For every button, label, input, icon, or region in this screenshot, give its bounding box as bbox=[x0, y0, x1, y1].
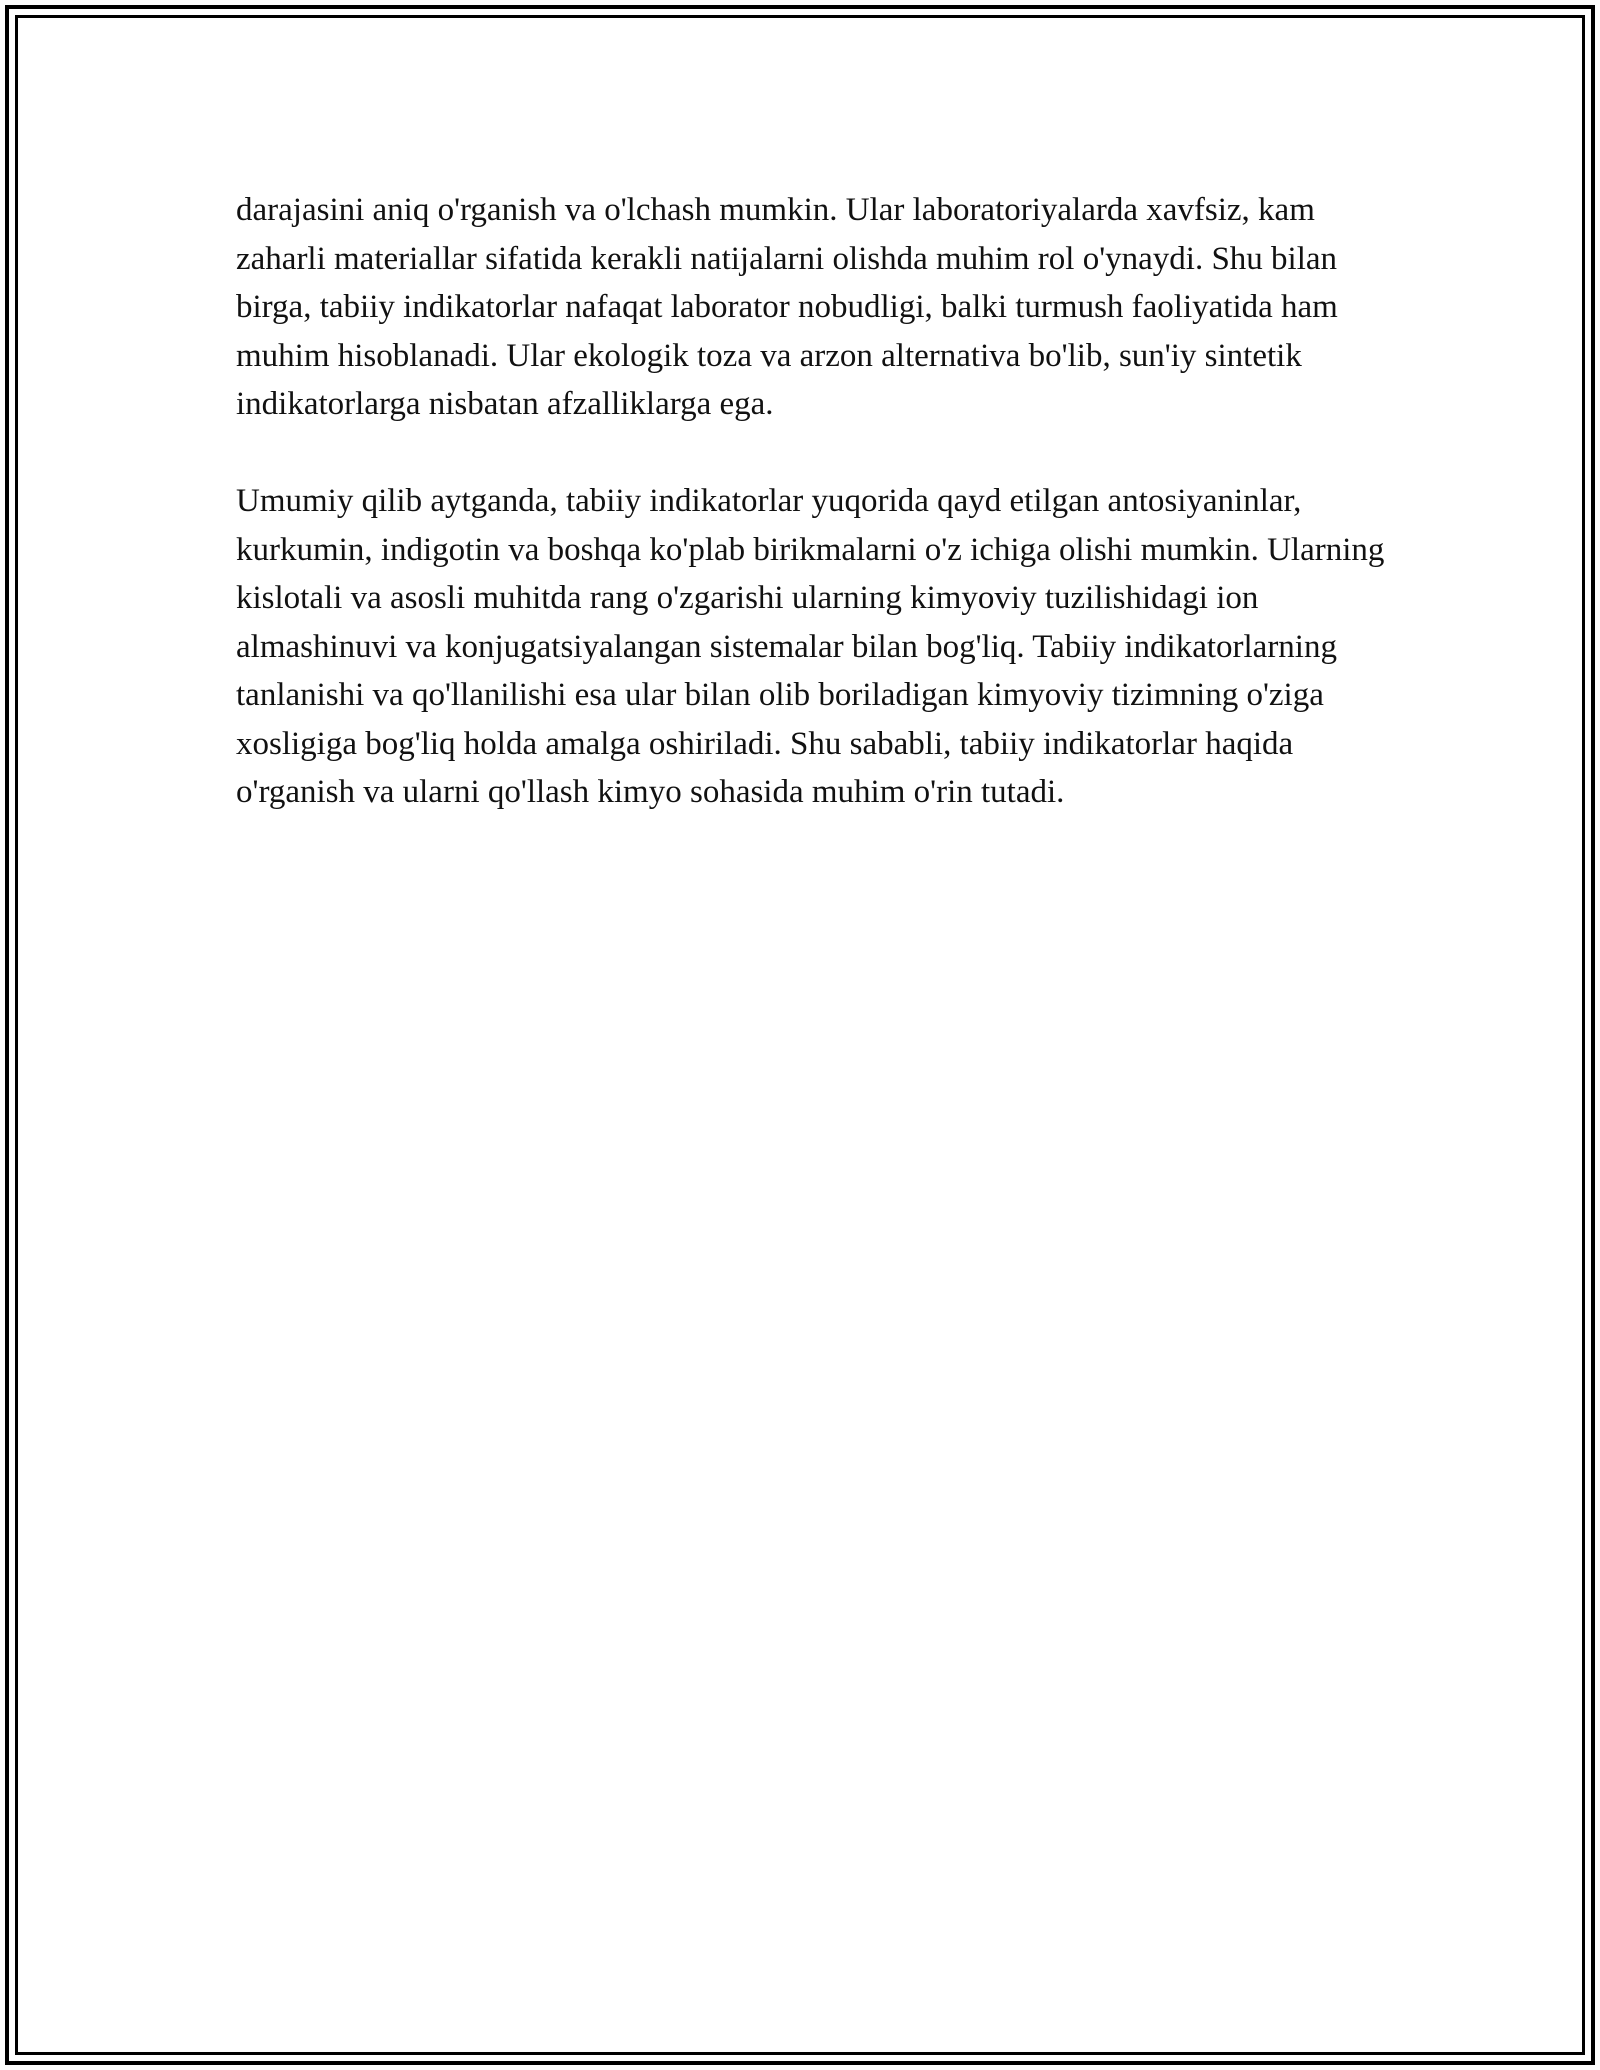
paragraph-1: darajasini aniq o'rganish va o'lchash mumkin. Ular laboratoriyalarda xavfsiz, kam zaharli materiallar sifatida kerakli natijalarni olishda muhim rol o'ynaydi. Shu bilan birga, tabiiy indikatorlar nafaqat laborator nobudligi, balki turmush faoliyatida ham muhim hisoblanadi. Ular ekologik toza va arzon alternativa bo'lib, sun'iy sintetik indikatorlarga nisbatan afzalliklarga ega. bbox=[236, 192, 1338, 422]
document-body bbox=[236, 186, 1386, 817]
paragraph-2: Umumiy qilib aytganda, tabiiy indikatorlar yuqorida qayd etilgan antosiyaninlar, kurkumin, indigotin va boshqa ko'plab birikmalarni o'z ichiga olishi mumkin. Ularning kislotali va asosli muhitda rang o'zgarishi ularning kimyoviy tuzilishidagi ion almashinuvi va konjugatsiyalangan sistemalar bilan bog'liq. Tabiiy indikatorlarning tanlanishi va qo'llanilishi esa ular bilan olib boriladigan kimyoviy tizimning o'ziga xosligiga bog'liq holda amalga oshiriladi. Shu sababli, tabiiy indikatorlar haqida o'rganish va ularni qo'llash kimyo sohasida muhim o'rin tutadi. bbox=[236, 483, 1385, 810]
